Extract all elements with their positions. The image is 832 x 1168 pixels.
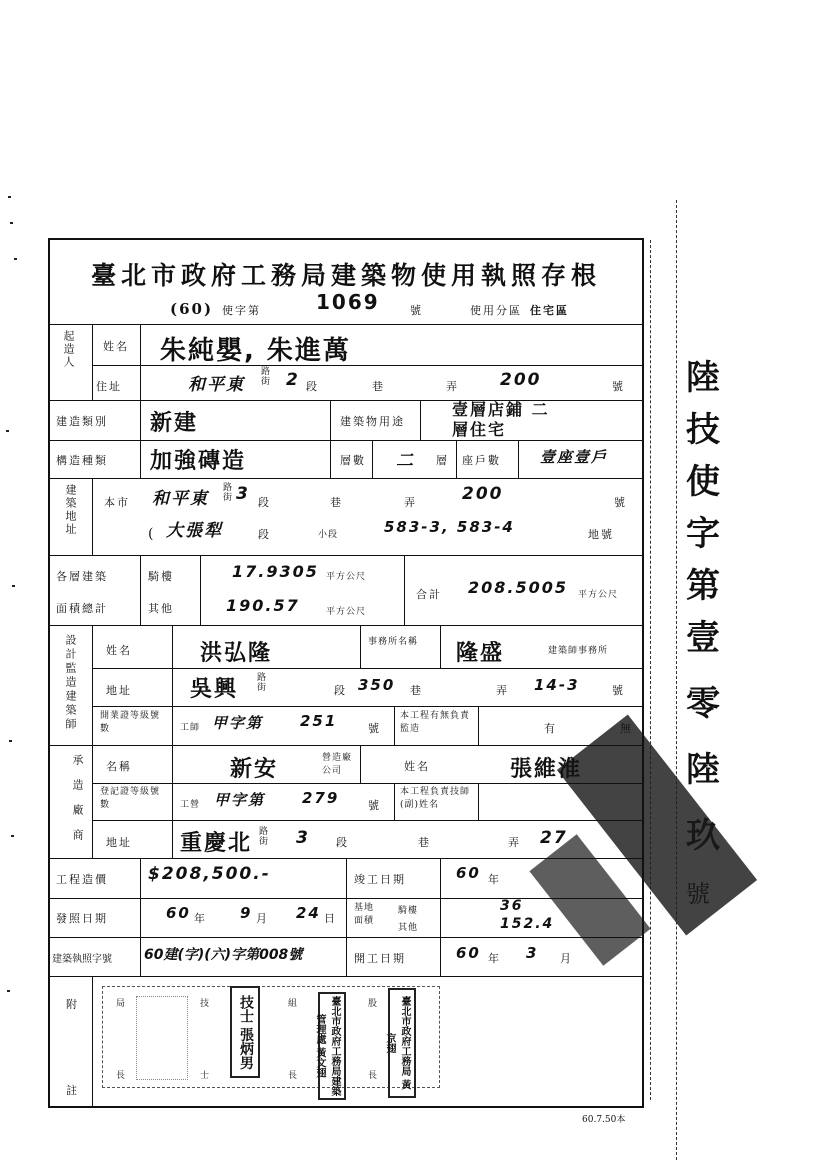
owner-addr-label: 住址 [96, 380, 122, 393]
rule [360, 625, 361, 668]
rule [48, 745, 644, 746]
units-value: 壹座壹戶 [540, 448, 609, 466]
land-lots: 583-3, 583-4 [384, 518, 515, 536]
permit-form-frame [48, 238, 644, 1108]
architect-addr-label: 地址 [106, 684, 132, 697]
contractor-addr-label: 地址 [106, 836, 132, 849]
owner-lujie: 路街 [259, 366, 269, 386]
contractor-person-value: 張維淮 [510, 757, 583, 782]
rule [172, 625, 173, 858]
remarks-col-mark: 長 [368, 1071, 379, 1081]
base-other-label: 其他 [398, 923, 419, 933]
site-no: 200 [462, 484, 504, 504]
rule [48, 555, 644, 556]
rule [140, 324, 141, 400]
build-permit-label: 建築執照字號 [52, 954, 112, 965]
remarks-col-mark: 股 [368, 999, 379, 1009]
margin-char: 壹 [686, 618, 720, 658]
owner-addr-street: 和平東 [188, 375, 245, 395]
supervise-label: 本工程有無負責監造 [400, 711, 471, 734]
rule [478, 783, 479, 820]
architect-xiang: 巷 [410, 684, 423, 697]
license-no: 251 [300, 712, 338, 730]
margin-char: 陸 [686, 750, 720, 790]
site-section-label: 建築地址 [64, 484, 77, 536]
other-label: 其他 [148, 602, 174, 615]
office-suffix: 建築師事務所 [548, 646, 609, 656]
rule [92, 478, 93, 555]
site-nong: 弄 [404, 496, 417, 509]
permit-year: (60) [170, 300, 214, 318]
rule [92, 625, 93, 858]
rule [48, 324, 644, 325]
print-note: 60.7.50本 [582, 1115, 626, 1125]
building-use-value: 壹層店鋪 二層住宅 [452, 400, 550, 439]
building-use-label: 建築物用途 [340, 415, 405, 428]
scan-speck [12, 585, 15, 587]
margin-char: 字 [686, 514, 720, 554]
floors-value: 二 [396, 451, 415, 471]
supervise-wu: 無 [620, 722, 633, 735]
arcade-label: 騎樓 [148, 570, 174, 583]
rule [92, 324, 93, 400]
rule [92, 668, 644, 669]
page-edge-line [676, 200, 677, 1160]
architect-xiang-no: 350 [358, 676, 396, 694]
remarks-label-bottom: 註 [66, 1084, 79, 1097]
start-year: 60 [456, 944, 481, 962]
issue-month: 9 [240, 904, 253, 922]
architect-hao: 號 [612, 684, 625, 697]
rule [420, 400, 421, 440]
base-area-label: 基地面積 [354, 903, 375, 926]
complete-label: 竣工日期 [354, 873, 406, 886]
scan-speck [10, 222, 13, 224]
permit-number: 1069 [316, 290, 380, 314]
issue-nian: 年 [194, 912, 207, 925]
other-unit: 平方公尺 [326, 607, 367, 617]
owner-hao: 號 [612, 380, 625, 393]
site-hao: 號 [614, 496, 627, 509]
issue-label: 發照日期 [56, 912, 108, 925]
rule [48, 976, 644, 977]
site-city: 本市 [104, 496, 130, 509]
architect-addr-value: 吳興 [190, 677, 239, 702]
start-yue: 月 [560, 952, 573, 965]
arcade-unit: 平方公尺 [326, 572, 367, 582]
license-grade: 甲字第 [212, 714, 264, 732]
owner-duan: 段 [306, 380, 319, 393]
site-duan: 段 [258, 496, 271, 509]
issue-year: 60 [166, 904, 191, 922]
small-duan: 小段 [318, 530, 339, 540]
architect-no: 14-3 [534, 676, 580, 694]
contractor-reg-label: 登記證等級號數 [100, 787, 161, 810]
margin-char: 使 [686, 462, 720, 502]
issue-ri: 日 [324, 912, 337, 925]
rule [360, 745, 361, 783]
remarks-col-mark: 長 [116, 1071, 127, 1081]
scan-speck [14, 258, 17, 260]
contractor-reg-no: 279 [302, 789, 340, 807]
land-duan: 段 [258, 528, 271, 541]
rule [456, 440, 457, 478]
site-xiang: 巷 [330, 496, 343, 509]
office-label: 事務所名稱 [368, 637, 419, 647]
contractor-hao: 號 [368, 799, 381, 812]
contractor-section-label: 承造廠商 [71, 754, 84, 854]
contractor-addr-value: 重慶北 [180, 831, 253, 856]
base-other-area: 152.4 [500, 916, 555, 932]
rule [440, 625, 441, 668]
architect-nong: 弄 [496, 684, 509, 697]
contractor-tech-label: 本工程負責技師(副)姓名 [400, 787, 471, 810]
rule [200, 555, 201, 625]
architect-section-label: 設計監造建築師 [64, 634, 77, 732]
rule [48, 478, 644, 479]
bureau-stamp: 臺北市政府工務局 黃京翅 [388, 988, 416, 1098]
contractor-person-label: 姓名 [404, 760, 430, 773]
remarks-col-mark: 組 [288, 999, 299, 1009]
contractor-name-value: 新安 [230, 757, 279, 782]
architect-lujie: 路街 [255, 672, 265, 692]
faded-seal [136, 996, 188, 1080]
lot-label: 地號 [588, 528, 614, 541]
license-label: 開業證等級號數 [100, 711, 161, 734]
architect-name-label: 姓名 [106, 644, 132, 657]
owner-name-label: 姓名 [103, 340, 129, 353]
office-value: 隆盛 [456, 641, 505, 666]
license-prefix: 工師 [180, 723, 201, 733]
rule [140, 555, 141, 625]
area-label-top: 各層建築 [56, 570, 108, 583]
building-type-value: 新建 [150, 411, 199, 436]
rule [372, 440, 373, 478]
issue-day: 24 [296, 904, 321, 922]
margin-char: 零 [686, 684, 720, 724]
contractor-reg-grade: 甲字第 [214, 791, 266, 809]
rule [48, 440, 644, 441]
remarks-col-mark: 技 [200, 999, 211, 1009]
rule [92, 820, 644, 821]
rule [478, 706, 479, 745]
remarks-col-mark: 局 [116, 999, 127, 1009]
rule [346, 858, 347, 976]
supervise-you: 有 [544, 722, 557, 735]
rule [92, 976, 93, 1106]
arcade-value: 17.9305 [232, 562, 319, 581]
contractor-reg-prefix: 工營 [180, 800, 201, 810]
contractor-name-label: 名稱 [106, 760, 132, 773]
site-street: 和平東 [152, 489, 209, 509]
contractor-nong-no: 27 [540, 828, 568, 848]
zone-value: 住宅區 [530, 304, 569, 317]
total-unit: 平方公尺 [578, 590, 619, 600]
base-arcade-label: 騎樓 [398, 906, 419, 916]
cost-label: 工程造價 [56, 873, 108, 886]
structure-value: 加強磚造 [150, 449, 247, 474]
page-edge-line [650, 240, 651, 1100]
remarks-label-top: 附 [66, 998, 79, 1011]
owner-name-value: 朱純嬰, 朱進萬 [160, 336, 351, 366]
total-label: 合計 [416, 588, 442, 601]
build-permit-value: 60建(字)(六)字第008號 [144, 947, 303, 963]
zone-label: 使用分區 [470, 304, 522, 317]
margin-char: 陸 [686, 358, 720, 398]
site-paren: ( [148, 526, 156, 542]
rule [518, 440, 519, 478]
floors-label: 層數 [340, 454, 366, 467]
complete-year: 60 [456, 864, 481, 882]
contractor-nong: 弄 [508, 836, 521, 849]
owner-addr-sec: 2 [286, 370, 300, 390]
issue-yue: 月 [256, 912, 269, 925]
total-value: 208.5005 [468, 578, 569, 597]
remarks-col-mark: 士 [200, 1071, 211, 1081]
remarks-col-mark: 長 [288, 1071, 299, 1081]
start-nian: 年 [488, 952, 501, 965]
complete-nian: 年 [488, 873, 501, 886]
owner-xiang: 巷 [372, 380, 385, 393]
rule [92, 706, 644, 707]
rule [394, 783, 395, 820]
margin-char: 第 [686, 566, 720, 606]
contractor-duan: 段 [336, 836, 349, 849]
rule [440, 858, 441, 976]
building-type-label: 建造類別 [56, 415, 108, 428]
owner-nong: 弄 [446, 380, 459, 393]
contractor-lujie: 路街 [257, 826, 267, 846]
scan-speck [7, 990, 10, 992]
area-label-bottom: 面積總計 [56, 602, 108, 615]
site-sec: 3 [236, 484, 250, 504]
contractor-xiang: 巷 [418, 836, 431, 849]
units-label: 座戶數 [462, 454, 501, 467]
permit-hao: 號 [410, 304, 423, 317]
scan-speck [11, 835, 14, 837]
contractor-firm-suffix: 營造廠 公司 [322, 753, 353, 776]
margin-char: 技 [686, 410, 720, 450]
rule [330, 400, 331, 478]
floors-unit: 層 [436, 454, 449, 467]
rule [404, 555, 405, 625]
scan-speck [8, 196, 11, 198]
start-label: 開工日期 [354, 952, 406, 965]
start-month: 3 [526, 944, 539, 962]
scan-speck [9, 740, 12, 742]
rule [140, 858, 141, 976]
scan-speck [6, 430, 9, 432]
rule [92, 783, 644, 784]
contractor-sec: 3 [296, 828, 310, 848]
permit-prefix: 使字第 [222, 304, 261, 317]
department-stamp: 臺北市政府工務局建築管理處 黃文翅 [318, 992, 346, 1100]
owner-addr-no: 200 [500, 370, 542, 390]
form-title: 臺北市政府工務局建築物使用執照存根 [90, 261, 601, 290]
base-arcade-area: 36 [500, 898, 524, 914]
rule [48, 625, 644, 626]
architect-name-value: 洪弘隆 [200, 641, 273, 666]
land-section: 大張犁 [166, 521, 223, 541]
rule [394, 706, 395, 745]
site-lujie: 路街 [221, 482, 231, 502]
technician-stamp: 技士 張炳男 [230, 986, 260, 1078]
architect-duan: 段 [334, 684, 347, 697]
other-value: 190.57 [226, 596, 300, 615]
structure-label: 構造種類 [56, 454, 108, 467]
cost-value: $208,500.- [148, 864, 271, 884]
owner-section-label: 起造人 [62, 330, 75, 369]
rule [140, 400, 141, 478]
license-hao: 號 [368, 722, 381, 735]
